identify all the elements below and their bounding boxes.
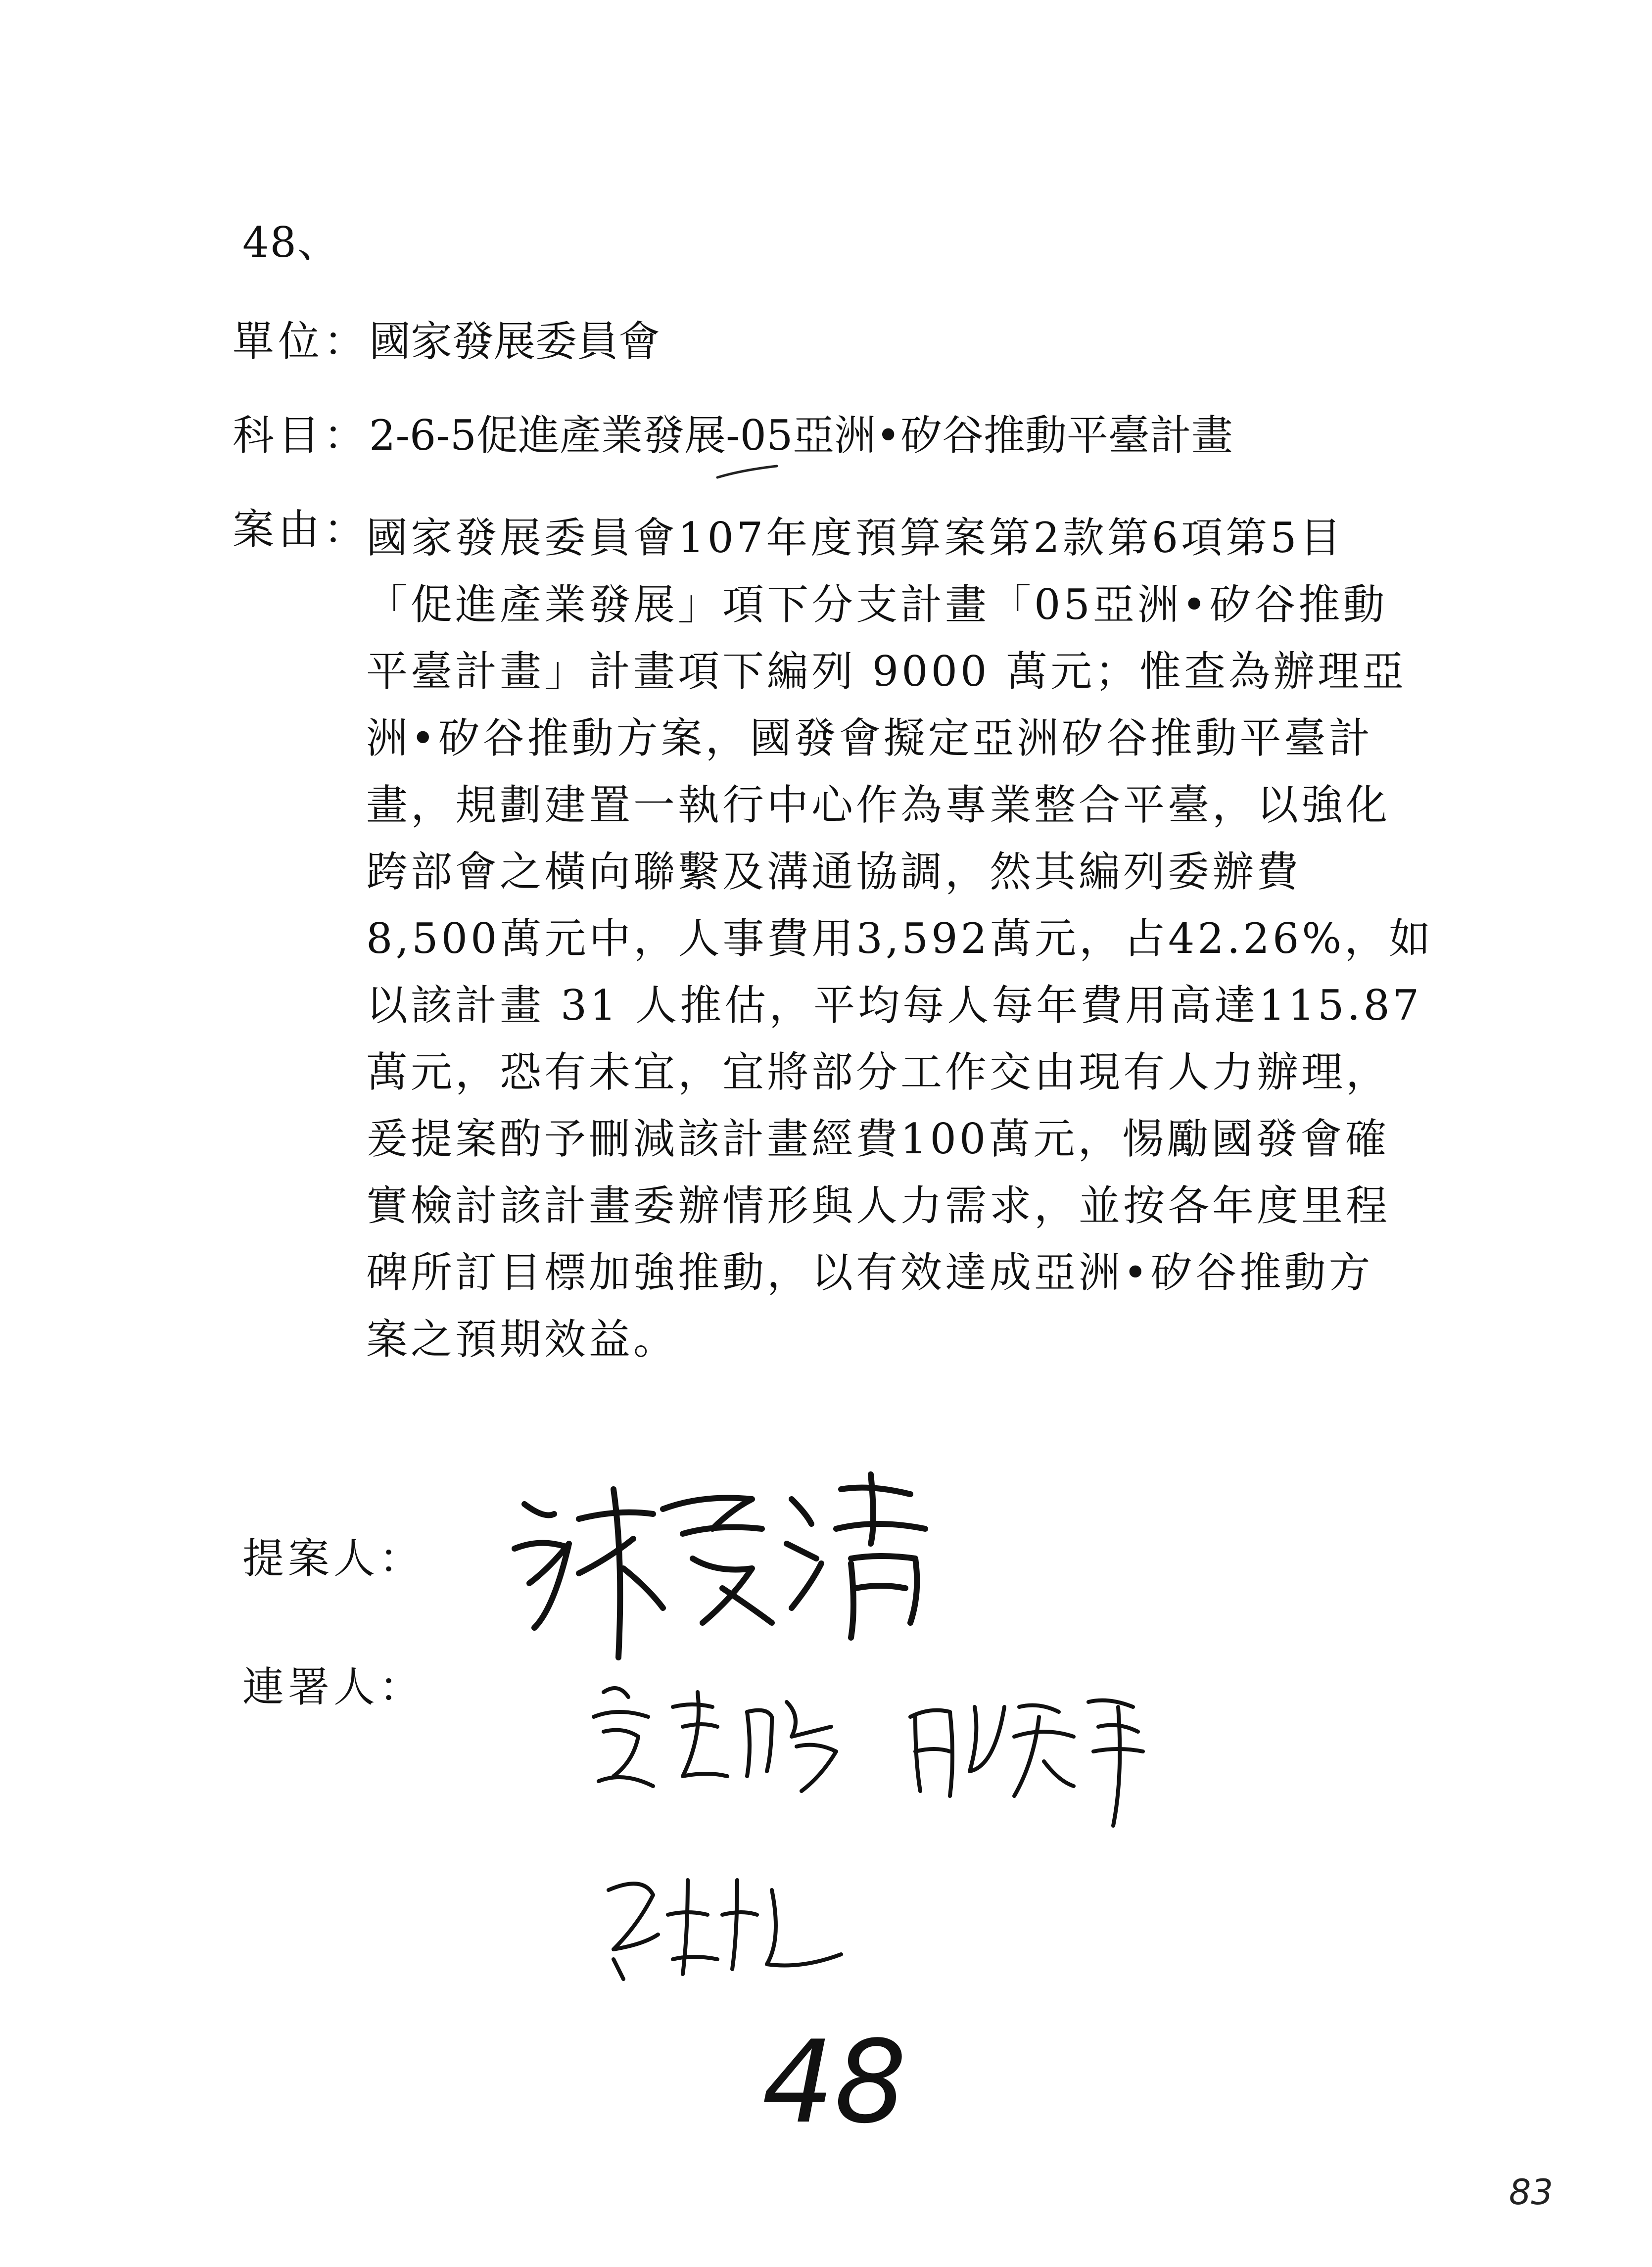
reason-line: 以該計畫 31 人推估，平均每人每年費用高達115.87 [366, 981, 1422, 1030]
pen-stroke-mark [712, 455, 782, 485]
reason-row [233, 505, 369, 554]
reason-line: 平臺計畫」計畫項下編列 9000 萬元；惟查為辦理亞 [366, 647, 1407, 696]
reason-line: 碑所訂目標加強推動，以有效達成亞洲•矽谷推動方 [366, 1248, 1373, 1297]
subject-value: 2-6-5促進產業發展-05亞洲•矽谷推動平臺計畫 [369, 411, 1233, 460]
cosigner-signature-1 [584, 1677, 861, 1806]
cosigners-label: 連署人： [242, 1663, 425, 1711]
subject-label: 科目： [233, 411, 370, 460]
reason-line: 萬元，恐有未宜，宜將部分工作交由現有人力辦理， [366, 1048, 1391, 1096]
reason-line: 跨部會之橫向聯繫及溝通協調，然其編列委辦費 [366, 848, 1302, 896]
reason-line: 洲•矽谷推動方案，國發會擬定亞洲矽谷推動平臺計 [366, 714, 1373, 762]
proposer-signature [495, 1460, 990, 1672]
proposer-label: 提案人： [242, 1534, 425, 1583]
reason-label: 案由： [233, 505, 370, 554]
reason-line: 「促進產業發展」項下分支計畫「05亞洲•矽谷推動 [366, 580, 1388, 629]
page-number: 83 [1509, 2172, 1553, 2213]
reason-line: 案之預期效益。 [366, 1315, 678, 1364]
item-number: 48、 [242, 218, 340, 267]
subject-row [233, 411, 1233, 460]
reason-line: 國家發展委員會107年度預算案第2款第6項第5目 [366, 514, 1344, 562]
reason-line: 實檢討該計畫委辦情形與人力需求，並按各年度里程 [366, 1181, 1391, 1230]
reason-text [366, 505, 1434, 1373]
unit-row [233, 317, 660, 366]
handwritten-number: 48 [762, 2017, 907, 2149]
unit-value: 國家發展委員會 [369, 317, 661, 366]
reason-line: 8,500萬元中，人事費用3,592萬元，占42.26%，如 [366, 914, 1434, 963]
reason-line: 畫，規劃建置一執行中心作為專業整合平臺，以強化 [366, 781, 1391, 829]
unit-label: 單位： [233, 317, 370, 366]
cosigner-signature-3 [594, 1860, 861, 1989]
reason-line: 爰提案酌予刪減該計畫經費100萬元，惕勵國發會確 [366, 1115, 1390, 1163]
cosigner-signature-2 [900, 1687, 1158, 1836]
